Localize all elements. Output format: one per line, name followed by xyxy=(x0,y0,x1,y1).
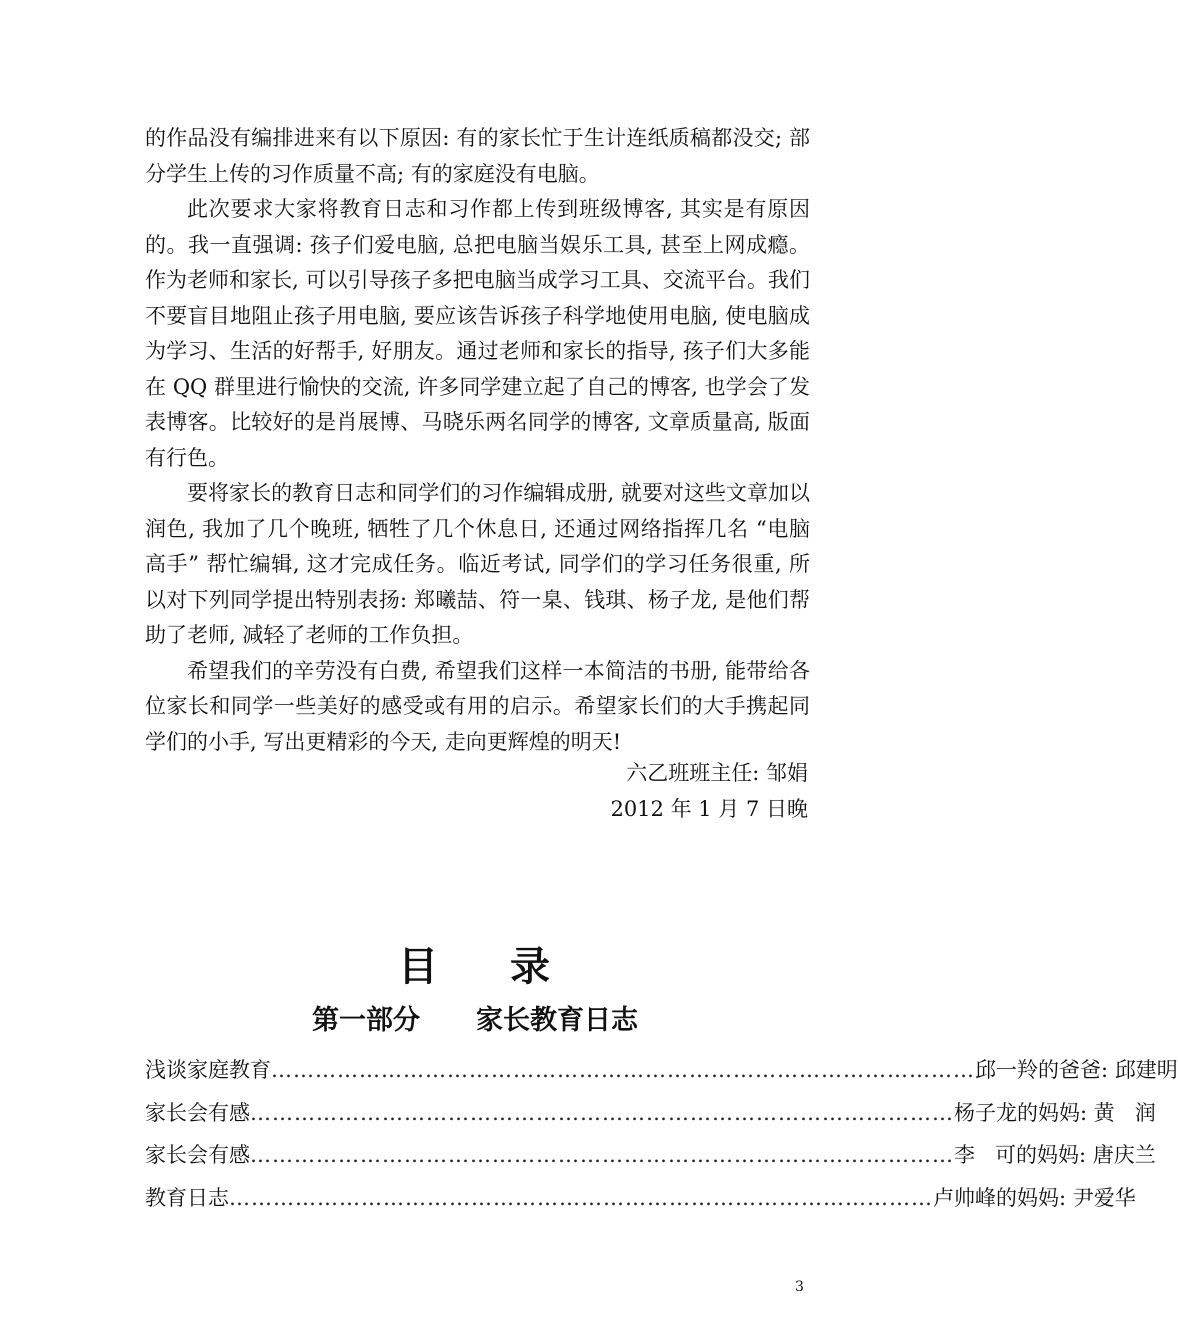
paragraph-3: 要将家长的教育日志和同学们的习作编辑成册, 就要对这些文章加以润色, 我加了几个晚班, 牺牲了几个休息日, 还通过网络指挥几名 “电脑高手” 帮忙编辑, 这才完成任务。临近考试, 同学们的学习任务很重, 所以对下列同学提出特别表扬: 郑曦喆、符一臬、钱琪、杨子龙, 是他们帮助了老师, 减轻了老师的工作负担。 xyxy=(145,481,810,647)
toc-entry[interactable] xyxy=(145,1054,1178,1097)
part-heading xyxy=(0,998,950,1037)
toc-heading-left: 目 xyxy=(398,944,440,990)
toc-leader-dots: …………………………………………………………………………………… xyxy=(250,1143,954,1167)
paragraph-2: 此次要求大家将教育日志和习作都上传到班级博客, 其实是有原因的。我一直强调: 孩子们爱电脑, 总把电脑当娱乐工具, 甚至上网成瘾。作为老师和家长, 可以引导孩子多把电脑当成学习工具、交流平台。我们不要盲目地阻止孩子用电脑, 要应该告诉孩子科学地使用电脑, 使电脑成为学习、生活的好帮手, 好朋友。通过老师和家长的指导, 孩子们大多能在 QQ 群里进行愉快的交流, 许多同学建立起了自己的博客, 也学会了发表博客。比较好的是肖展博、马晓乐两名同学的博客, 文章质量高, 版面有行色。 xyxy=(145,197,810,470)
toc-list xyxy=(145,1054,1178,1224)
toc-entry-title: 教育日志 xyxy=(145,1185,229,1210)
signature-date: 2012 年 1 月 7 日晚 xyxy=(610,796,808,821)
signature-author: 六乙班班主任: 邹娟 xyxy=(626,761,808,785)
toc-leader-dots: …………………………………………………………………………………… xyxy=(250,1100,954,1125)
part-heading-number: 第一部分 xyxy=(312,1005,420,1036)
toc-heading xyxy=(0,935,950,992)
toc-entry-author: 李 可的妈妈: 唐庆兰 xyxy=(954,1143,1156,1167)
toc-entry-author: 邱一羚的爸爸: 邱建明 xyxy=(975,1058,1178,1082)
toc-entry-title: 浅谈家庭教育 xyxy=(145,1058,271,1082)
toc-entry-author: 卢帅峰的妈妈: 尹爱华 xyxy=(933,1185,1136,1210)
toc-entry[interactable] xyxy=(145,1097,1156,1140)
page-number: 3 xyxy=(795,1279,804,1295)
toc-entry-title: 家长会有感 xyxy=(145,1143,250,1167)
paragraph-4: 希望我们的辛劳没有白费, 希望我们这样一本简洁的书册, 能带给各位家长和同学一些美好的感受或有用的启示。希望家长们的大手携起同学们的小手, 写出更精彩的今天, 走向更辉煌的明天! xyxy=(145,658,810,754)
toc-entry-title: 家长会有感 xyxy=(145,1100,250,1125)
toc-leader-dots: …………………………………………………………………………………… xyxy=(229,1185,933,1210)
toc-entry[interactable] xyxy=(145,1139,1156,1182)
toc-entry-author: 杨子龙的妈妈: 黄 润 xyxy=(954,1100,1156,1125)
toc-entry[interactable] xyxy=(145,1182,1136,1225)
toc-leader-dots: …………………………………………………………………………………… xyxy=(271,1058,975,1082)
signature-block xyxy=(400,756,808,827)
preface-body xyxy=(145,121,810,760)
part-heading-name: 家长教育日志 xyxy=(476,1005,638,1036)
paragraph-1: 的作品没有编排进来有以下原因: 有的家长忙于生计连纸质稿都没交; 部分学生上传的习作质量不高; 有的家庭没有电脑。 xyxy=(145,126,810,186)
toc-heading-right: 录 xyxy=(510,944,552,990)
